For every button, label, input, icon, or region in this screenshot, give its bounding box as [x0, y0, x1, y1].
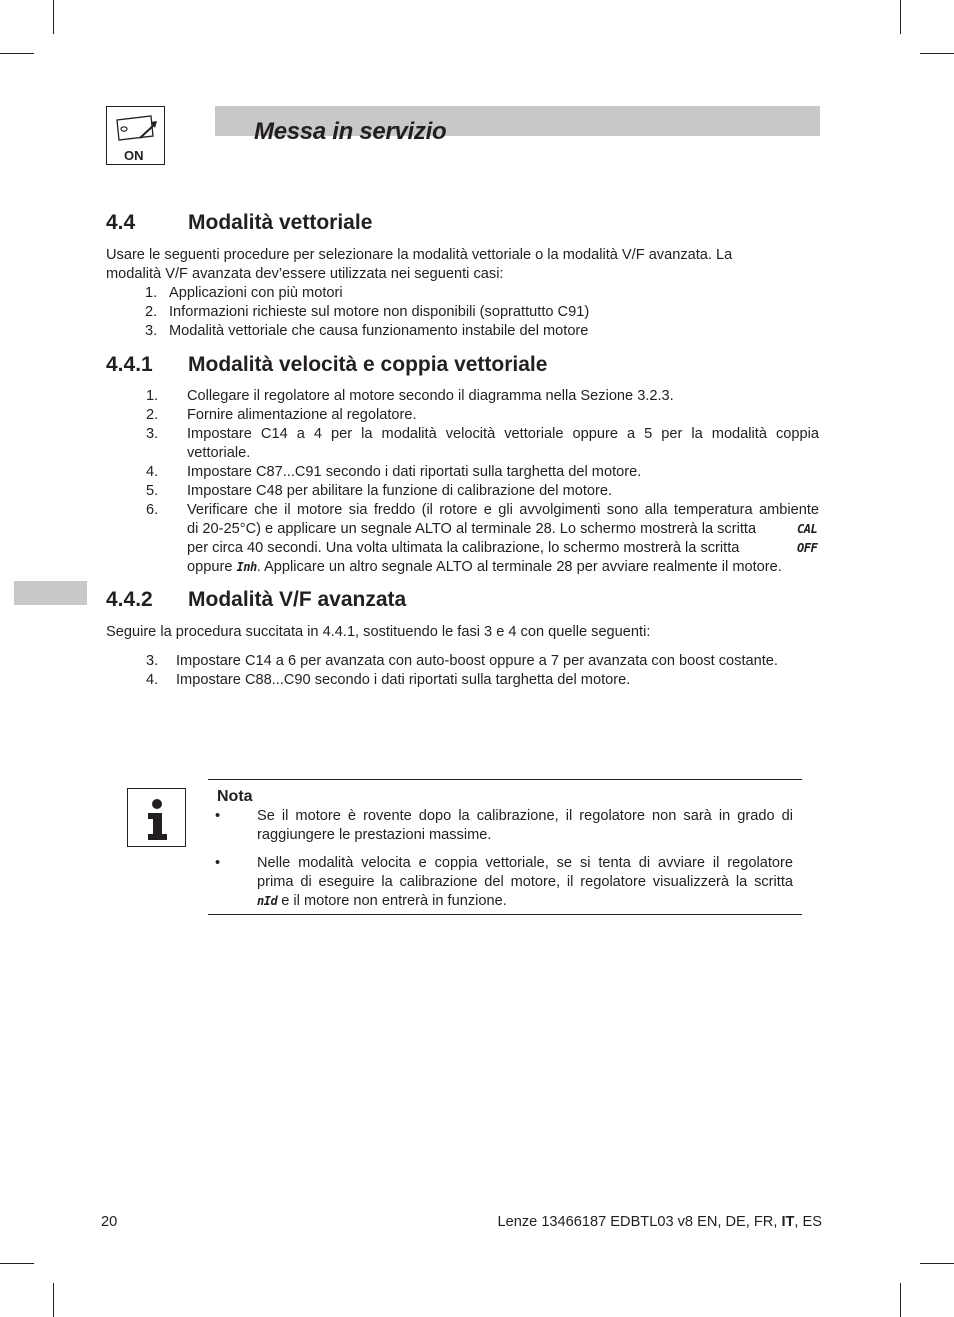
chapter-tab — [14, 581, 87, 605]
page-title: Messa in servizio — [254, 118, 447, 145]
lcd-display-text: Inh — [236, 560, 257, 574]
lcd-display-text: OFF — [797, 541, 818, 555]
note-bullet-item: • Nelle modalità velocita e coppia vettoriale, se si tenta di avviare il regolatore prima di eseguire la calibrazione del motore, il regolatore visualizzerà la scritta nId e il motore non entrerà in funzione. — [215, 855, 793, 909]
info-icon — [127, 788, 186, 847]
note-bullet-item: • Se il motore è rovente dopo la calibrazione, il regolatore non sarà in grado di raggiungere le prestazioni massime. — [215, 808, 793, 843]
crop-mark — [900, 1283, 901, 1317]
crop-mark — [900, 0, 901, 34]
section-intro: Seguire la procedura succitata in 4.4.1, sostituendo le fasi 3 e 4 con quelle seguenti: — [106, 624, 651, 640]
footer-doc-info: Lenze 13466187 EDBTL03 v8 EN, DE, FR, IT, ES — [497, 1214, 822, 1230]
section-title: Modalità vettoriale — [188, 211, 373, 234]
section-title: Modalità velocità e coppia vettoriale — [188, 353, 548, 376]
crop-mark — [53, 1283, 54, 1317]
crop-mark — [920, 53, 954, 54]
bullet: • — [215, 808, 221, 824]
crop-mark — [920, 1263, 954, 1264]
intro-line-2: modalità V/F avanzata dev’essere utilizzata nei seguenti casi: — [106, 266, 504, 282]
crop-mark — [0, 1263, 34, 1264]
section-number: 4.4.2 — [106, 588, 153, 611]
lcd-display-text: nId — [257, 894, 278, 908]
list-item: 6. Verificare che il motore sia freddo (il rotore e gli avvolgimenti sono alla temperatura ambiente di 20-25°C) e applicare un segnale ALTO al terminale 28. Lo schermo mostrerà la scritta CAL per circa 40 secondi. Una volta ultimata la calibrazione, lo schermo mostrerà la scritta OFF oppure Inh. Applicare un altro segnale ALTO al terminale 28 per avviare realmente il motore. — [146, 502, 819, 575]
lcd-display-text: CAL — [797, 522, 818, 536]
page-number: 20 — [101, 1214, 118, 1230]
power-switch-icon — [106, 106, 165, 165]
power-switch-label: ON — [124, 148, 144, 163]
list-item: 3. Impostare C14 a 4 per la modalità velocità vettoriale oppure a 5 per la modalità coppia vettoriale. — [146, 426, 819, 461]
note-title: Nota — [217, 788, 253, 805]
crop-mark — [53, 0, 54, 34]
note-top-rule — [208, 779, 802, 780]
section-number: 4.4.1 — [106, 353, 153, 376]
section-number: 4.4 — [106, 211, 136, 234]
crop-mark — [0, 53, 34, 54]
bullet: • — [215, 855, 221, 871]
note-bottom-rule — [208, 914, 802, 915]
section-title: Modalità V/F avanzata — [188, 588, 407, 611]
intro-line-1: Usare le seguenti procedure per selezionare la modalità vettoriale o la modalità V/F avanzata. La — [106, 247, 733, 263]
